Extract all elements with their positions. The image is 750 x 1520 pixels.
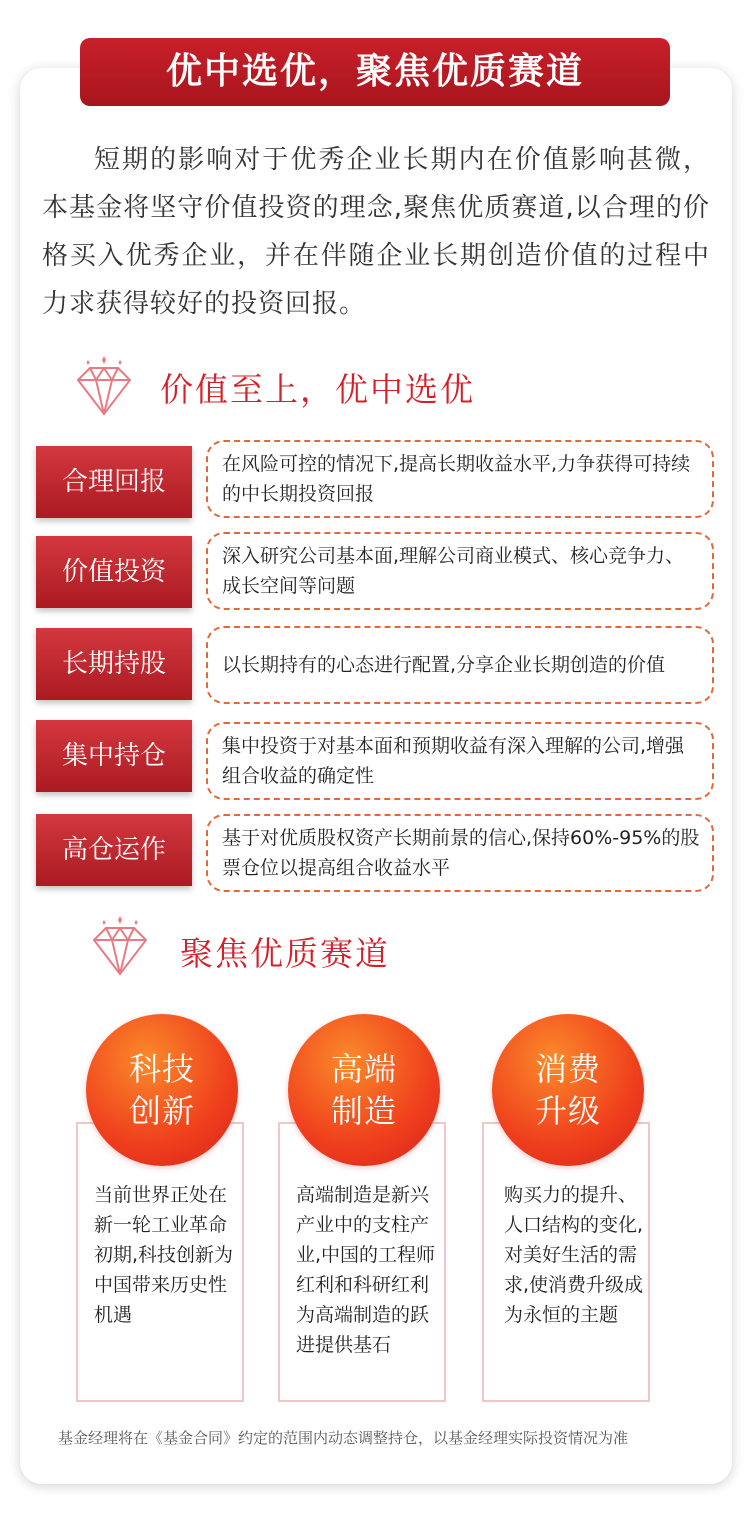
intro-paragraph: 短期的影响对于优秀企业长期内在价值影响甚微，本基金将坚守价值投资的理念,聚焦优质赛道,以合理的价格买入优秀企业，并在伴随企业长期创造价值的过程中力求获得较好的投资回报。	[42, 145, 710, 319]
page-title: 优中选优，聚焦优质赛道	[80, 38, 670, 106]
principle-label: 合理回报	[36, 446, 192, 518]
principle-label: 长期持股	[36, 628, 192, 700]
track-title-line2: 创新	[128, 1092, 195, 1130]
diamond-icon	[84, 916, 156, 980]
track-title-line2: 升级	[534, 1092, 601, 1130]
principle-description	[206, 440, 714, 518]
principle-description-text: 在风险可控的情况下,提高长期收益水平,力争获得可持续的中长期投资回报	[222, 453, 691, 505]
track-title-line1: 高端	[330, 1050, 397, 1088]
track-description: 高端制造是新兴产业中的支柱产业,中国的工程师红利和科研红利为高端制造的跃进提供基石	[296, 1184, 436, 1356]
principle-description	[206, 814, 714, 892]
principle-description	[206, 532, 714, 610]
principle-description-text: 基于对优质股权资产长期前景的信心,保持60%-95%的股票仓位以提高组合收益水平	[222, 827, 700, 879]
track-badge	[288, 1014, 440, 1166]
section-heading-value: 价值至上，优中选优	[160, 370, 475, 409]
track-description: 购买力的提升、人口结构的变化,对美好生活的需求,使消费升级成为永恒的主题	[504, 1184, 644, 1326]
principle-description	[206, 626, 714, 704]
principle-description	[206, 722, 714, 800]
diamond-icon	[68, 356, 140, 420]
principle-description-text: 集中投资于对基本面和预期收益有深入理解的公司,增强组合收益的确定性	[222, 735, 685, 787]
section-heading-tracks: 聚焦优质赛道	[180, 934, 390, 973]
track-title-line1: 消费	[534, 1050, 601, 1088]
principle-description-text: 以长期持有的心态进行配置,分享企业长期创造的价值	[222, 654, 666, 676]
principle-label: 集中持仓	[36, 720, 192, 792]
principle-label: 高仓运作	[36, 814, 192, 886]
principle-label: 价值投资	[36, 536, 192, 608]
track-title-line2: 制造	[330, 1092, 397, 1130]
track-badge	[492, 1014, 644, 1166]
principle-description-text: 深入研究公司基本面,理解公司商业模式、核心竞争力、成长空间等问题	[222, 545, 685, 597]
footnote: 基金经理将在《基金合同》约定的范围内动态调整持仓，以基金经理实际投资情况为准	[58, 1429, 629, 1447]
track-badge	[86, 1014, 238, 1166]
track-title-line1: 科技	[128, 1050, 195, 1088]
track-description: 当前世界正处在新一轮工业革命初期,科技创新为中国带来历史性机遇	[94, 1184, 234, 1326]
